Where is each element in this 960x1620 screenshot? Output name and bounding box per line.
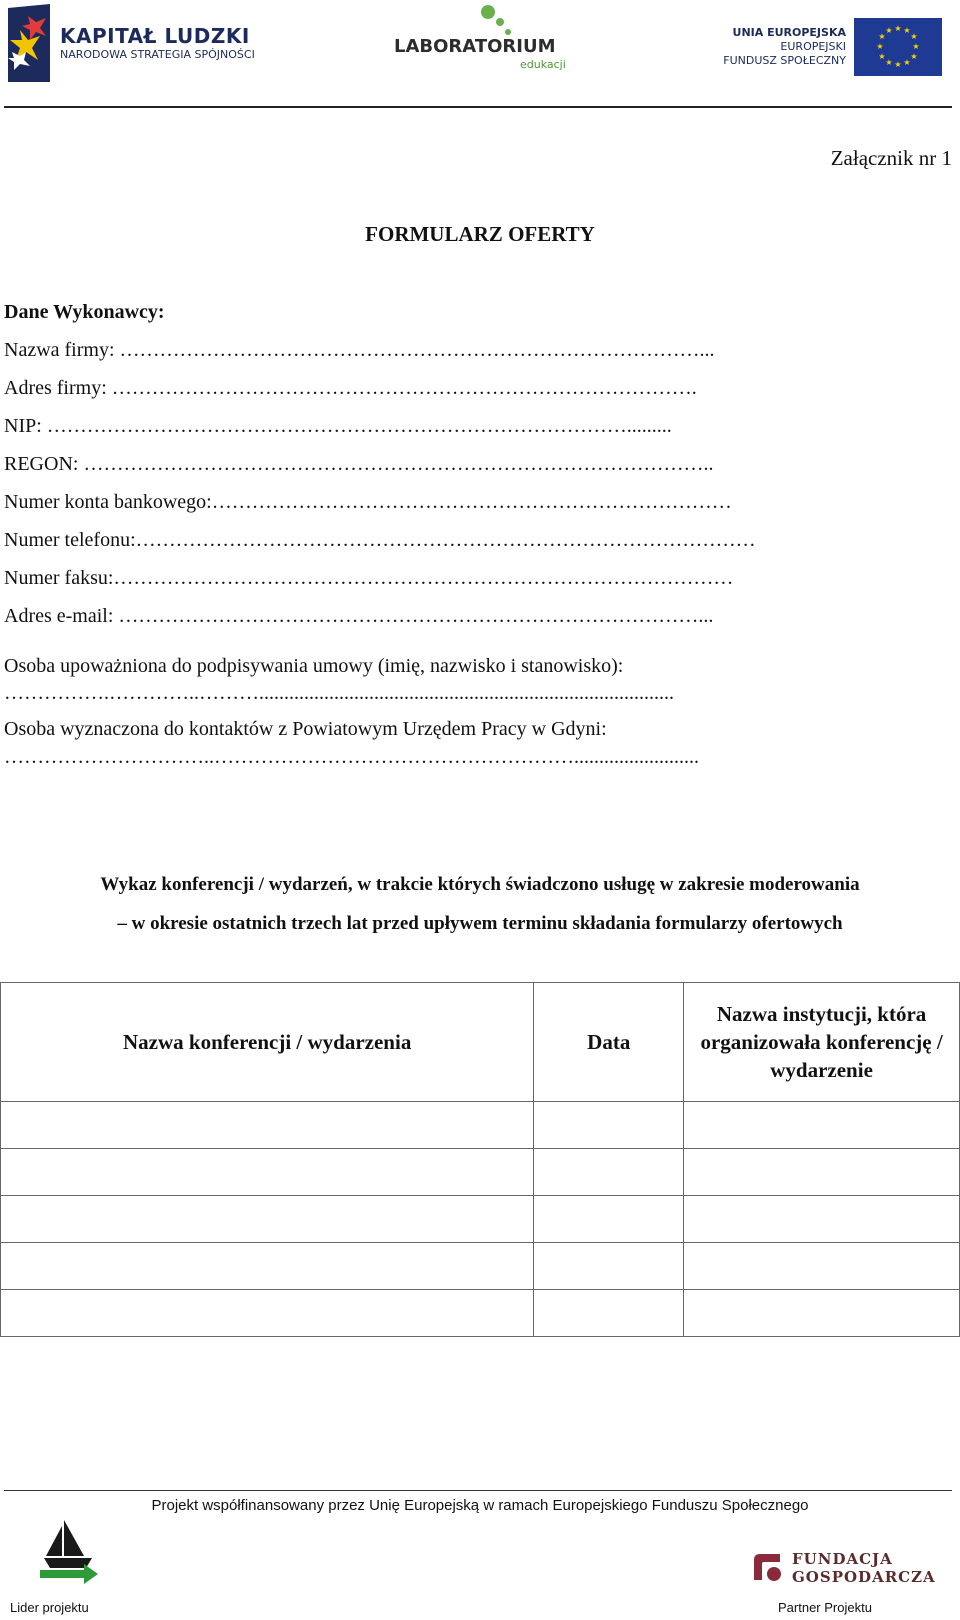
eu-flag-icon <box>854 18 942 76</box>
svg-text:★: ★ <box>878 52 886 61</box>
table-row <box>1 1196 960 1243</box>
project-partner-label: Partner Projektu <box>778 1600 872 1615</box>
eu-logo <box>712 16 952 80</box>
field-label: Adres e-mail: <box>4 605 119 627</box>
eu-line-1: UNIA EUROPEJSKA <box>732 26 846 39</box>
table-cell[interactable] <box>684 1149 960 1196</box>
svg-text:★: ★ <box>894 60 902 69</box>
field-phone <box>4 529 954 552</box>
signer-fill-line: …………….…………..………................................................................................... <box>4 682 674 704</box>
fundacja-line-2: GOSPODARCZA <box>792 1568 936 1586</box>
document-title: FORMULARZ OFERTY <box>365 222 595 246</box>
field-company-name <box>4 339 954 362</box>
table-row <box>1 1149 960 1196</box>
field-label: Numer faksu: <box>4 567 114 589</box>
page-header <box>0 0 960 108</box>
fundacja-emblem-icon <box>750 1550 784 1584</box>
table-cell[interactable] <box>1 1102 534 1149</box>
field-fill-line: ………………………………………………………………………………… <box>135 529 756 551</box>
svg-text:★: ★ <box>878 32 886 41</box>
laboratorium-logo <box>392 0 592 80</box>
list-heading-line-1: Wykaz konferencji / wydarzeń, w trakcie których świadczono usługę w zakresie moderowania <box>100 874 860 895</box>
svg-text:★: ★ <box>876 42 884 51</box>
field-label: Adres firmy: <box>4 377 112 399</box>
field-label: Numer konta bankowego: <box>4 491 212 513</box>
field-label: Nazwa firmy: <box>4 339 120 361</box>
svg-text:★: ★ <box>910 32 918 41</box>
signer-label: Osoba upoważniona do podpisywania umowy (imię, nazwisko i stanowisko): <box>4 655 624 677</box>
col-header-conference: Nazwa konferencji / wydarzenia <box>1 983 534 1102</box>
table-cell[interactable] <box>534 1102 684 1149</box>
field-label: REGON: <box>4 453 84 475</box>
svg-text:★: ★ <box>903 58 911 67</box>
field-fill-line: …………………………………………………………………… <box>211 491 732 513</box>
fundacja-line-1: FUNDACJA <box>792 1550 893 1568</box>
footer-divider <box>4 1490 952 1491</box>
field-fill-line: ………………………………………………………………………………….. <box>83 453 714 475</box>
table-header-row <box>1 983 960 1102</box>
table-cell[interactable] <box>534 1290 684 1337</box>
contact-fill-line: …………………………..………………………………………………......................... <box>4 746 699 768</box>
eu-line-3: FUNDUSZ SPOŁECZNY <box>723 54 846 67</box>
lead-partner-label: Lider projektu <box>10 1600 89 1615</box>
fundacja-gospodarcza-logo <box>750 1550 950 1590</box>
field-bank-account <box>4 491 954 514</box>
table-cell[interactable] <box>534 1243 684 1290</box>
table-cell[interactable] <box>684 1290 960 1337</box>
table-cell[interactable] <box>1 1290 534 1337</box>
field-company-address <box>4 377 954 400</box>
header-divider <box>4 106 952 108</box>
table-row <box>1 1243 960 1290</box>
table-cell[interactable] <box>684 1243 960 1290</box>
table-cell[interactable] <box>684 1196 960 1243</box>
field-fill-line: ……………………………………………………………………………... <box>119 339 715 361</box>
svg-text:★: ★ <box>885 26 893 35</box>
field-fax <box>4 567 954 590</box>
annex-label: Załącznik nr 1 <box>830 146 952 170</box>
svg-text:★: ★ <box>903 26 911 35</box>
field-nip <box>4 415 954 438</box>
table-cell[interactable] <box>534 1196 684 1243</box>
field-regon <box>4 453 954 476</box>
kapital-ludzki-title: KAPITAŁ LUDZKI <box>60 24 250 48</box>
laboratorium-subtitle: edukacji <box>520 58 566 71</box>
table-cell[interactable] <box>1 1243 534 1290</box>
conference-table <box>0 982 960 1337</box>
contact-label: Osoba wyznaczona do kontaktów z Powiatowym Urzędem Pracy w Gdyni: <box>4 718 607 740</box>
footer-cofinancing-text: Projekt współfinansowany przez Unię Europejską w ramach Europejskiego Funduszu Społecznego <box>151 1497 809 1514</box>
section-heading: Dane Wykonawcy: <box>4 301 165 323</box>
table-cell[interactable] <box>684 1102 960 1149</box>
field-label: Numer telefonu: <box>4 529 136 551</box>
table-cell[interactable] <box>1 1149 534 1196</box>
svg-text:★: ★ <box>912 42 920 51</box>
col-header-date: Data <box>534 983 684 1102</box>
table-row <box>1 1102 960 1149</box>
field-fill-line: ……………………………………………………………………………... <box>118 605 714 627</box>
pup-gdynia-ship-logo-icon <box>34 1516 104 1586</box>
field-fill-line: ………………………………………………………………………………… <box>113 567 734 589</box>
field-email <box>4 605 954 628</box>
table-cell[interactable] <box>534 1149 684 1196</box>
list-heading-line-2: – w okresie ostatnich trzech lat przed upływem terminu składania formularzy ofertowych <box>117 913 843 934</box>
kapital-ludzki-subtitle: NARODOWA STRATEGIA SPÓJNOŚCI <box>60 48 255 61</box>
kapital-ludzki-logo <box>6 2 266 86</box>
table-row <box>1 1290 960 1337</box>
eu-line-2: EUROPEJSKI <box>780 40 846 53</box>
field-fill-line: ……………………………………………………………………………. <box>111 377 697 399</box>
svg-text:★: ★ <box>894 24 902 33</box>
kapital-ludzki-emblem-icon <box>6 2 58 84</box>
table-cell[interactable] <box>1 1196 534 1243</box>
svg-text:★: ★ <box>885 58 893 67</box>
field-fill-line: ……………………………………………………………………………......... <box>46 415 672 437</box>
field-label: NIP: <box>4 415 47 437</box>
laboratorium-title: LABORATORIUM <box>394 36 556 57</box>
svg-text:★: ★ <box>910 52 918 61</box>
col-header-institution: Nazwa instytucji, która organizowała konferencję / wydarzenie <box>684 983 960 1102</box>
